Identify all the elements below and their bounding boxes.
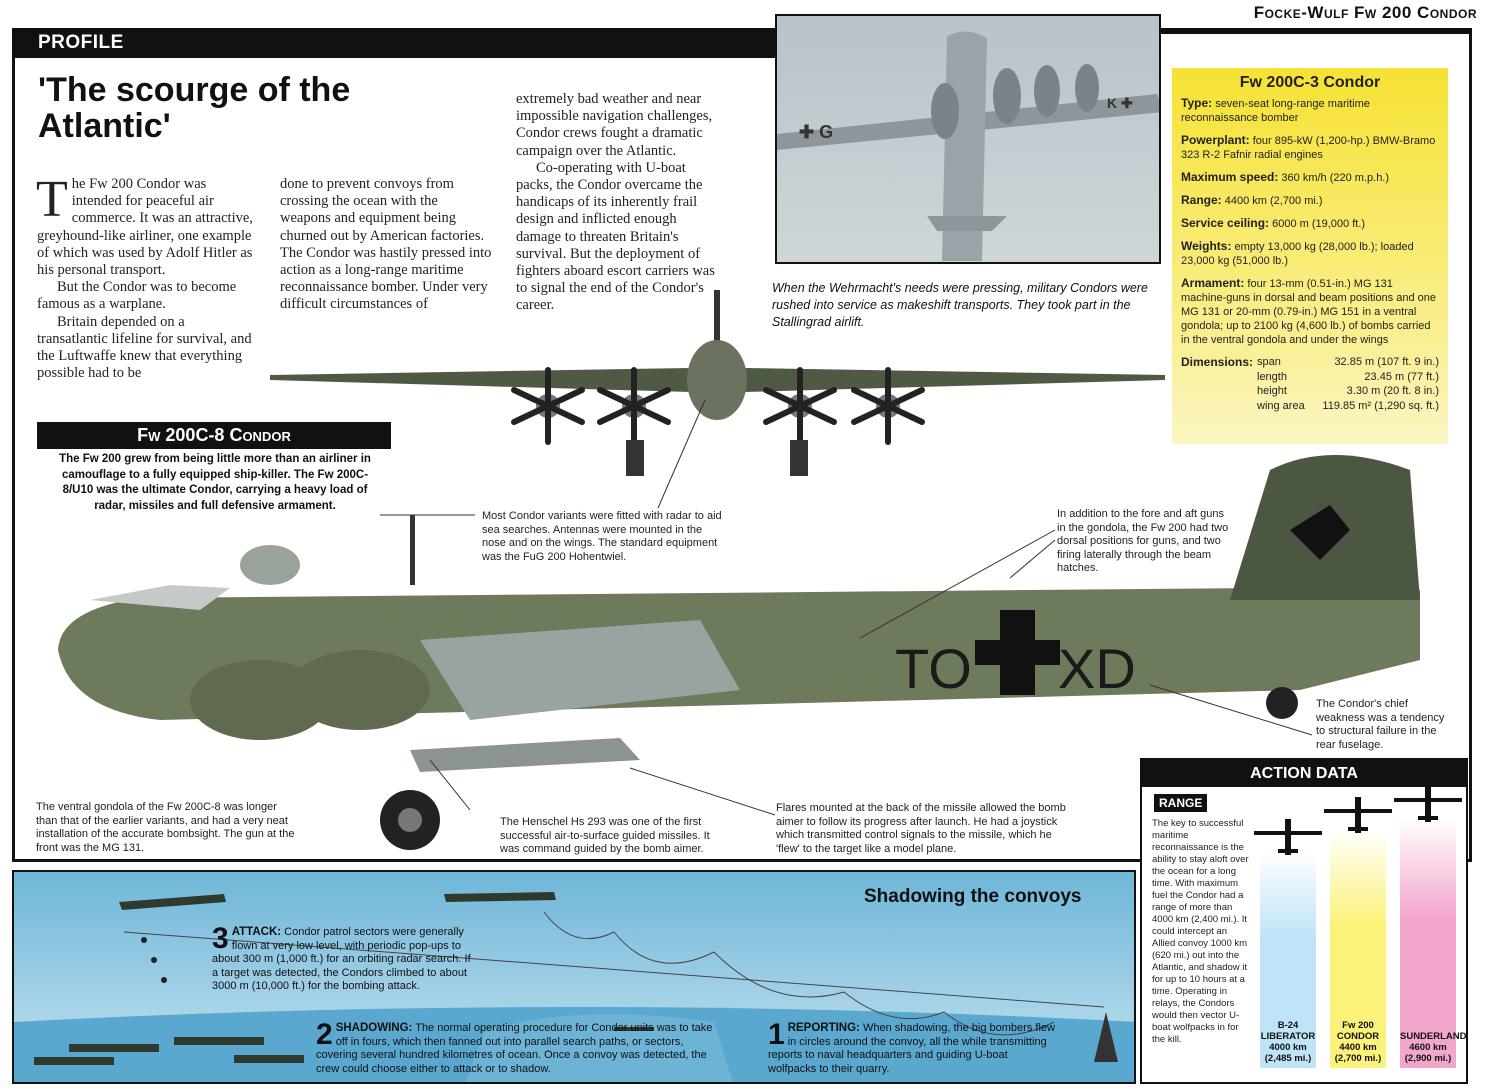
- step-number: 1: [768, 1018, 785, 1051]
- svg-text:✚ G: ✚ G: [799, 122, 834, 142]
- variant-title: Fw 200C-8 Condor: [37, 422, 391, 449]
- spec-label: Weights:: [1181, 239, 1232, 253]
- callout-gondola: The ventral gondola of the Fw 200C-8 was longer than that of the earlier variants, and had a very neat installation of the accurate bombsight. The gun at the front was the MG 131.: [36, 801, 295, 854]
- dimension-key: wing area: [1257, 399, 1305, 412]
- dimension-key: height: [1257, 385, 1287, 397]
- bar-label: LIBERATOR: [1260, 1031, 1316, 1042]
- step-text: Condor patrol sectors were generally flown at very low level, with periodic pop-ups to about 300 m (1,000 ft.) for an orbiting radar search. If a target was detected, the Condors climbed to about 3000 m (10,000 ft.) for the bombing attack.: [212, 926, 471, 992]
- spec-value: 6000 m (19,000 ft.): [1272, 218, 1366, 230]
- bar-label: CONDOR: [1336, 1031, 1380, 1042]
- spec-value: four 13-mm (0.51-in.) MG 131 machine-guns in dorsal and beam positions and one MG 131 or 20-mm (0.79-in.) MG 151 in a ventral gondola; up to 2100 kg (4,600 lb.) of bombs carried in the ventral gondola and under the wings: [1181, 278, 1436, 346]
- spec-label: Range:: [1181, 193, 1222, 207]
- bar-value: (2,700 mi.): [1334, 1053, 1382, 1064]
- spec-value: 360 km/h (220 m.p.h.): [1281, 172, 1390, 184]
- dropcap: T: [36, 171, 68, 228]
- spec-label: Type:: [1181, 96, 1213, 110]
- callout-guns: In addition to the fore and aft guns in the gondola, the Fw 200 had two dorsal positions for guns, and two firing laterally through the beam hatches.: [1057, 508, 1229, 574]
- bar-label: Fw 200: [1342, 1020, 1374, 1031]
- shadowing-title: Shadowing the convoys: [864, 886, 1082, 907]
- action-data-title: ACTION DATA: [1142, 760, 1466, 787]
- range-bar: [1260, 851, 1316, 1068]
- series-title: Focke-Wulf Fw 200 Condor: [1253, 3, 1477, 22]
- aircraft-silhouette-icon: [1324, 795, 1392, 835]
- bar-value: (2,900 mi.): [1404, 1053, 1452, 1064]
- range-tag: RANGE: [1154, 794, 1207, 812]
- dimension-key: length: [1257, 370, 1287, 383]
- bar-value: 4000 km: [1269, 1042, 1307, 1053]
- spec-label: Armament:: [1181, 276, 1245, 290]
- action-data-panel: [1140, 758, 1468, 1084]
- step-number: 2: [316, 1018, 333, 1051]
- step-reporting: [768, 1018, 1058, 1076]
- article-paragraph: extremely bad weather and near impossible navigation challenges, Condor crews fought a dramatic campaign over the Atlantic.: [516, 91, 713, 159]
- callout-flares: Flares mounted at the back of the missile allowed the bomb aimer to follow its progress after launch. He had a joystick which transmitted control signals to the missile, which he 'flew' to the target like a model plane.: [776, 802, 1066, 855]
- spec-label: Maximum speed:: [1181, 170, 1279, 184]
- spec-value: seven-seat long-range maritime reconnaissance bomber: [1181, 98, 1370, 124]
- callout-radar: Most Condor variants were fitted with radar to aid sea searches. Antennas were mounted in the nose and on the wings. The standard equipment was the FuG 200 Hohentwiel.: [482, 510, 722, 563]
- step-title: ATTACK:: [231, 926, 282, 938]
- range-bar: [1330, 829, 1386, 1068]
- dimension-key: span: [1257, 356, 1281, 368]
- bar-value: 4400 km: [1339, 1042, 1377, 1053]
- dimension-value: 23.45 m (77 ft.): [1364, 370, 1439, 383]
- spec-label: Powerplant:: [1181, 133, 1250, 147]
- step-text: The normal operating procedure for Condor units was to take off in fours, which then fanned out into parallel search paths, or sectors, covering several hundred kilometres of ocean. Once a convoy was detected, the crew could choose either to attack or to shadow.: [316, 1022, 713, 1075]
- photo-caption: When the Wehrmacht's needs were pressing, military Condors were rushed into service as makeshift transports. They took part in the Stallingrad airlift.: [772, 281, 1148, 329]
- article-paragraph: he Fw 200 Condor was intended for peaceful air commerce. It was an attractive, greyhound-like airliner, one example of which was used by Adolf Hitler as his personal transport.: [37, 176, 253, 279]
- bar-label: B-24: [1277, 1020, 1299, 1031]
- aircraft-silhouette-icon: [1254, 817, 1322, 857]
- dimension-value: 3.30 m (20 ft. 8 in.): [1346, 385, 1439, 397]
- section-label: PROFILE: [38, 32, 124, 53]
- range-text: The key to successful maritime reconnaissance is the ability to stay aloft over the ocean for a long time. With maximum fuel the Condor had a range of more than 4000 km (2,400 mi.). It could intercept an Allied convoy 1000 km (620 mi.) out into the Atlantic, and shadow it for up to 10 hours at a time. Operating in relays, the Condors would then vector U-boat wolfpacks in for the kill.: [1152, 818, 1249, 1045]
- bar-value: (2,485 mi.): [1264, 1053, 1312, 1064]
- aircraft-silhouette-icon: [1394, 784, 1462, 824]
- article-paragraph: Co-operating with U-boat packs, the Condor overcame the handicaps of its inherently frail design and inflicted enough damage to threaten Britain's survival. But the deployment of fighters aboard escort carriers was to signal the end of the Condor's career.: [516, 159, 715, 314]
- variant-text: The Fw 200 grew from being little more than an airliner in camouflage to a fully equipped ship-killer. The Fw 200C-8/U10 was the ultimate Condor, carrying a heavy load of radar, missiles and full defensive armament.: [59, 453, 371, 512]
- spec-label: Dimensions:: [1181, 355, 1254, 369]
- fuselage-code-left: TO: [895, 637, 972, 700]
- article-paragraph: But the Condor was to become famous as a warplane.: [37, 279, 237, 313]
- step-shadowing: [316, 1018, 720, 1076]
- range-bar: [1400, 818, 1467, 1068]
- bar-label: SUNDERLAND: [1400, 1031, 1467, 1042]
- step-attack: [212, 922, 474, 994]
- shadowing-panel: [12, 870, 1136, 1084]
- headline: 'The scourge of the Atlantic': [38, 71, 351, 145]
- step-title: REPORTING:: [787, 1022, 860, 1034]
- callout-weakness: The Condor's chief weakness was a tendency to structural failure in the rear fuselage.: [1316, 698, 1445, 751]
- spec-value: 4400 km (2,700 mi.): [1224, 195, 1323, 207]
- dimension-value: 119.85 m² (1,290 sq. ft.): [1322, 399, 1439, 412]
- svg-text:K ✚: K ✚: [1107, 95, 1133, 111]
- bar-value: 4600 km: [1409, 1042, 1447, 1053]
- spec-value: empty 13,000 kg (28,000 lb.); loaded 23,000 kg (51,000 lb.): [1181, 241, 1414, 267]
- callout-missile: The Henschel Hs 293 was one of the first successful air-to-surface guided missiles. It was command guided by the bomb aimer.: [500, 816, 710, 855]
- specs-title: Fw 200C-3 Condor: [1239, 74, 1381, 91]
- article-paragraph: done to prevent convoys from crossing the ocean with the weapons and equipment being churned out by American factories. The Condor was hastily pressed into action as a long-range maritime reconnaissance bomber. Under very difficult circumstances of: [280, 176, 492, 313]
- spec-value: four 895-kW (1,200-hp.) BMW-Bramo 323 R-2 Fafnir radial engines: [1181, 135, 1436, 161]
- step-number: 3: [212, 922, 229, 955]
- dimension-value: 32.85 m (107 ft. 9 in.): [1334, 356, 1439, 368]
- article-paragraph: Britain depended on a transatlantic lifeline for survival, and the Luftwaffe knew that everything possible had to be: [37, 313, 252, 382]
- fuselage-code-right: XD: [1058, 637, 1136, 700]
- front-view-aircraft: [270, 290, 1165, 476]
- step-text: When shadowing, the big bombers flew in circles around the convoy, all the while transmitting reports to naval headquarters and guiding U-boat wolfpacks to their quarry.: [768, 1022, 1055, 1075]
- step-title: SHADOWING:: [335, 1022, 413, 1034]
- spec-label: Service ceiling:: [1181, 216, 1270, 230]
